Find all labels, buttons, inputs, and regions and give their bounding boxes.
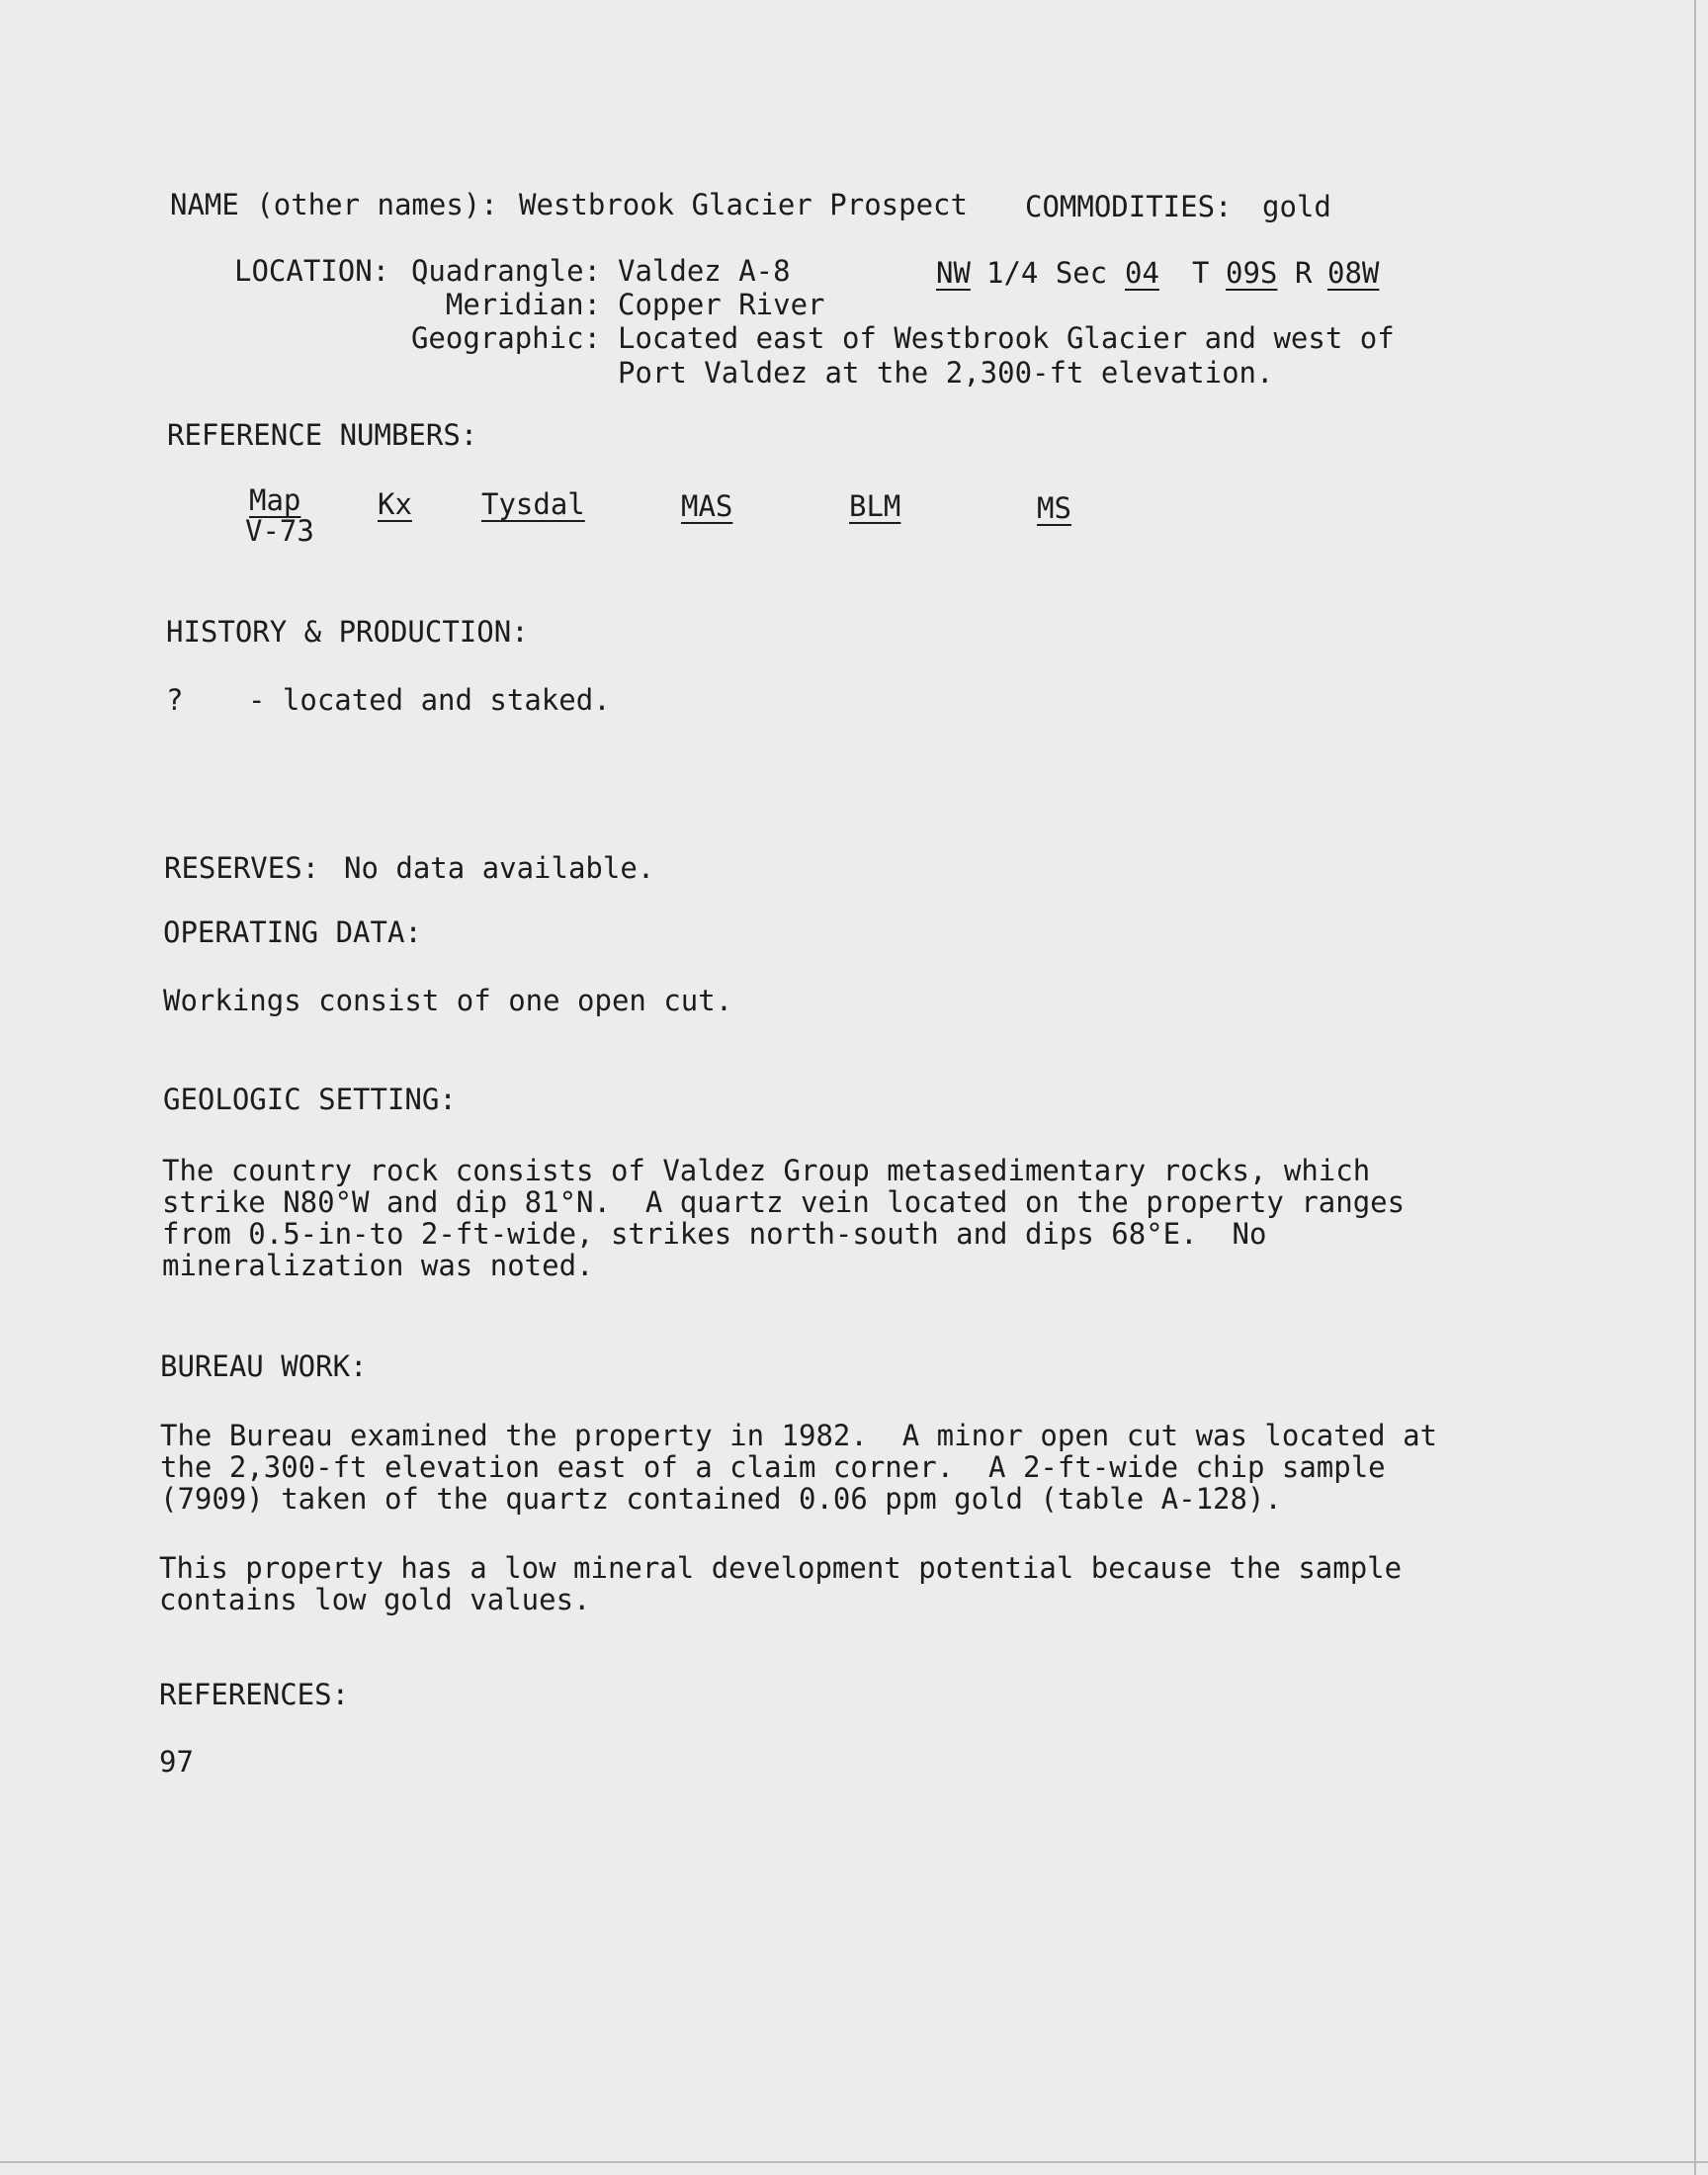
history-heading: HISTORY & PRODUCTION: [166, 615, 529, 649]
history-text: - located and staked. [248, 683, 611, 717]
range-label: R [1295, 256, 1313, 290]
location-label: LOCATION: [234, 254, 390, 288]
reserves-label: RESERVES: [164, 851, 320, 885]
bureau-line-3: (7909) taken of the quartz contained 0.06 ppm gold (table A-128). [160, 1482, 1282, 1516]
meridian-value: Copper River [618, 288, 825, 321]
bureau-line-2: the 2,300-ft elevation east of a claim corner. A 2-ft-wide chip sample [160, 1450, 1386, 1484]
range-value: 08W [1327, 256, 1380, 290]
reserves-value: No data available. [344, 851, 655, 885]
geologic-line-1: The country rock consists of Valdez Group metasedimentary rocks, which [162, 1154, 1371, 1187]
bureau-line-5: contains low gold values. [159, 1583, 591, 1616]
geographic-line-2: Port Valdez at the 2,300-ft elevation. [618, 356, 1274, 390]
bureau-line-1: The Bureau examined the property in 1982. A minor open cut was located at [160, 1419, 1438, 1452]
reference-numbers-heading: REFERENCE NUMBERS: [167, 418, 478, 452]
ref-tysdal-label: Tysdal [481, 487, 585, 521]
quarter-sec-label: 1/4 Sec [986, 256, 1108, 290]
bureau-line-4: This property has a low mineral development potential because the sample [159, 1551, 1403, 1585]
township-label: T [1192, 256, 1210, 290]
ref-ms-label: MS [1037, 491, 1071, 525]
geologic-setting-heading: GEOLOGIC SETTING: [163, 1083, 457, 1116]
ref-map-value: V-73 [245, 514, 314, 548]
quadrangle-value: Valdez A-8 [618, 254, 791, 288]
bureau-work-heading: BUREAU WORK: [160, 1349, 368, 1383]
operating-data-text: Workings consist of one open cut. [163, 984, 733, 1017]
geologic-line-4: mineralization was noted. [162, 1249, 594, 1282]
page-right-edge [1694, 0, 1696, 2175]
geologic-line-3: from 0.5-in-to 2-ft-wide, strikes north-south and dips 68°E. No [162, 1217, 1267, 1251]
ref-mas-label: MAS [681, 489, 733, 523]
quarter-section: NW [936, 256, 971, 290]
geologic-line-2: strike N80°W and dip 81°N. A quartz vein located on the property ranges [162, 1185, 1406, 1219]
geographic-label: Geographic: [410, 321, 601, 355]
commodities-value: gold [1262, 190, 1331, 223]
section-number: 04 [1125, 256, 1159, 290]
page-bottom-edge [0, 2161, 1708, 2163]
prospect-name: Westbrook Glacier Prospect [519, 188, 968, 221]
township-value: 09S [1226, 256, 1278, 290]
ref-kx-label: Kx [378, 487, 412, 521]
history-date: ? [166, 683, 184, 717]
references-heading: REFERENCES: [159, 1678, 350, 1711]
geographic-line-1: Located east of Westbrook Glacier and west of [618, 321, 1395, 355]
commodities-label: COMMODITIES: [1025, 190, 1233, 223]
ref-map-label: Map [249, 483, 301, 517]
ref-blm-label: BLM [849, 489, 901, 523]
quadrangle-label: Quadrangle: [410, 254, 601, 288]
meridian-label: Meridian: [445, 288, 601, 321]
references-value: 97 [159, 1745, 194, 1779]
operating-data-heading: OPERATING DATA: [163, 915, 422, 949]
name-label: NAME (other names): [170, 188, 498, 221]
